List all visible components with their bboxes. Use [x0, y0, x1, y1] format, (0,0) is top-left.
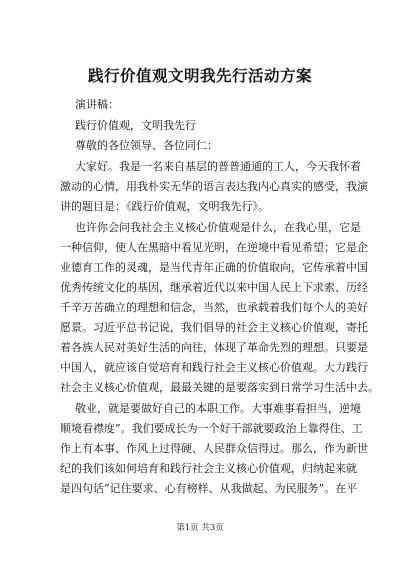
text-line: 纪的我们该如何培育和践行社会主义核心价值观，归纳起来就 [60, 462, 357, 475]
text-line: 业德育工作的灵魂，是当代青年正确的价值取向，它传承着中国 [60, 261, 368, 274]
text-line: 愿景。习近平总书记说，我们倡导的社会主义核心价值观，寄托 [60, 321, 368, 334]
text-line: 敬业，就是要做好自己的本职工作。大事难事看担当，逆境 [75, 402, 361, 415]
text-line: 是四句话“记住要求、心有榜样、从我做起、为民服务”。在平 [60, 482, 358, 495]
text-line: 践行价值观，文明我先行 [75, 119, 196, 132]
text-line: 中国人，就应该自觉培育和践行社会主义核心价值观。大力践行 [60, 361, 368, 374]
text-line: 演讲稿： [75, 98, 119, 111]
document-title: 践行价值观文明我先行活动方案 [87, 66, 312, 85]
text-line: 大家好。我是一名来自基层的普普通通的工人，今天我怀着 [75, 160, 361, 173]
page-footer: 第1页 共3页 [176, 523, 224, 533]
text-line: 讲的题目是：《践行价值观，文明我先行》。 [60, 200, 269, 213]
text-line: 顺境看襟度”。我们要成长为一个好干部就要政治上靠得住、工 [60, 422, 363, 435]
text-line: 千辛万苦确立的理想和信念，当然，也承载着我们每个人的美好 [60, 301, 368, 314]
text-line: 一种信仰，使人在黑暗中看见光明，在逆境中看见希望；它是企 [60, 241, 368, 254]
text-line: 作上有本事、作风上过得硬、人民群众信得过。那么，作为新世 [60, 442, 368, 455]
text-line: 社会主义核心价值观，最最关键的是要落实到日常学习生活中去。 [60, 381, 379, 394]
text-line: 尊敬的各位领导、各位同仁： [75, 139, 218, 152]
text-line: 优秀传统文化的基因，继承着近代以来中国人民上下求索、历经 [60, 281, 368, 294]
text-line: 激动的心情，用我朴实无华的语言表达我内心真实的感受，我演 [60, 180, 368, 193]
text-line: 着各族人民对美好生活的向往，体现了革命先烈的理想。只要是 [60, 341, 368, 354]
text-line: 也许你会问我社会主义核心价值观是什么，在我心里，它是 [75, 221, 361, 234]
